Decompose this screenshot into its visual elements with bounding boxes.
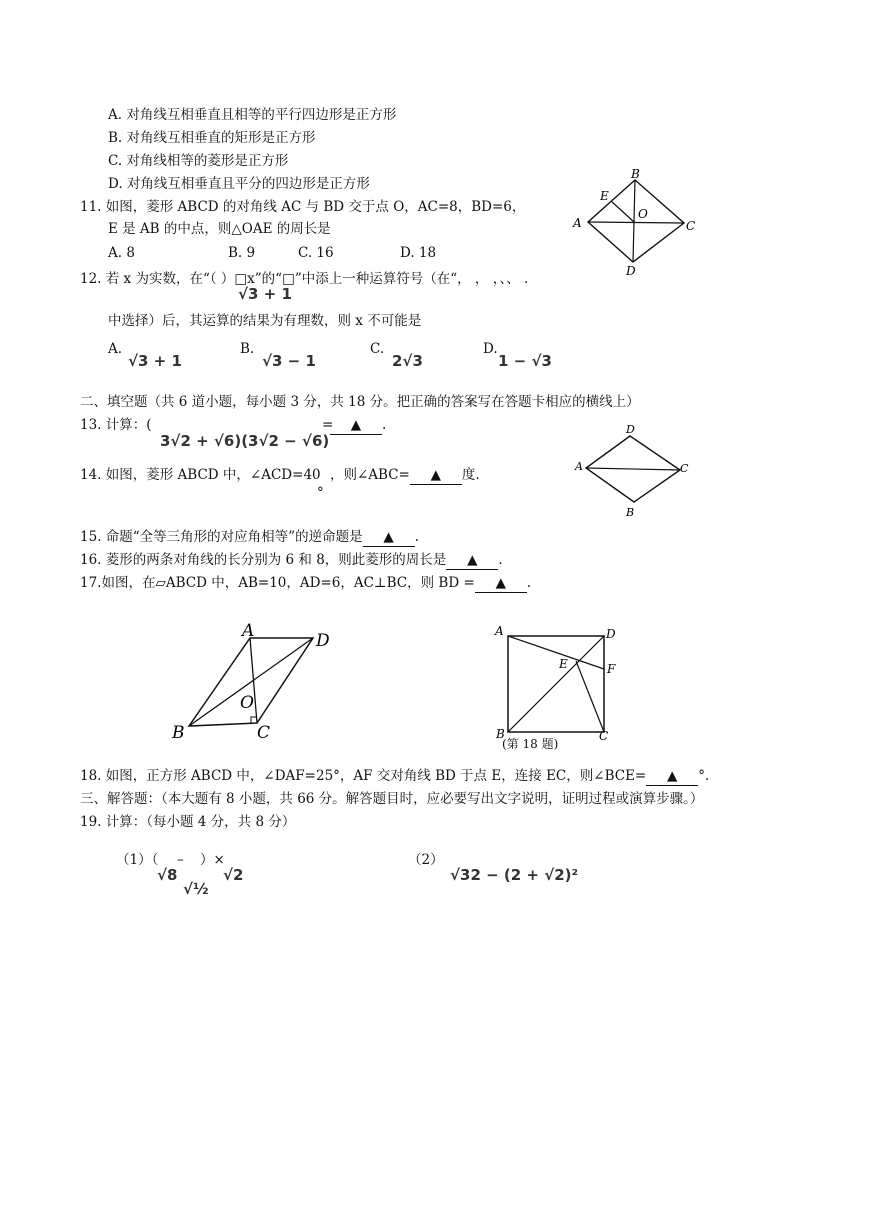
q11-option-d: D. 18 (400, 245, 437, 261)
q11-label-d: D (626, 264, 636, 278)
q12-line2: 中选择）后，其运算的结果为有理数，则 x 不可能是 (108, 313, 422, 329)
q13-expression: 3√2 + √6)(3√2 − √6) (160, 432, 330, 450)
q19-part1-sqrt2: √2 (223, 866, 244, 884)
q12-expression: √3 + 1 (238, 285, 292, 303)
q18-label-b: B (496, 727, 505, 741)
q15-answer-blank: ▲ (363, 528, 415, 547)
q12-option-c-expr: 2√3 (392, 352, 423, 370)
q11-option-b: B. 9 (228, 245, 256, 261)
q19-part1-label: （1）（ (116, 852, 159, 868)
q18-label-c: C (599, 729, 609, 743)
q11-option-a: A. 8 (108, 245, 135, 261)
q12-line1: 12. 若 x 为实数，在“（ ）□x”的“□”中添上一种运算符号（在“， ， ，、、 . (80, 271, 529, 287)
q18-end: °． (698, 768, 719, 784)
q17-answer-blank: ▲ (475, 574, 527, 593)
q17-label-a: A (242, 621, 255, 641)
q19-part2-expression: √32 − (2 + √2)² (450, 866, 579, 884)
q14-rhombus-figure (568, 420, 698, 520)
q18-figure-caption: (第 18 题) (502, 737, 559, 751)
q19-part2-label: （2） (408, 852, 444, 868)
section-3-heading: 三、解答题：（本大题有 8 小题，共 66 分。解答题目时，应必要写出文字说明，证明过程或演算步骤。） (80, 791, 704, 807)
q13-end: . (382, 417, 387, 433)
q11-label-o: O (638, 207, 648, 221)
q18-label-e: E (559, 657, 568, 671)
q11-line1: 11. 如图，菱形 ABCD 的对角线 AC 与 BD 交于点 O，AC=8，BD=6， (80, 199, 526, 215)
q14-suffix: 度. (461, 467, 480, 483)
q10-option-b: B. 对角线互相垂直的矩形是正方形 (108, 130, 316, 146)
q18-label-a: A (495, 624, 504, 638)
q17-end: . (526, 575, 532, 591)
q13-prefix: 13. 计算：( (80, 417, 152, 433)
q17-label-b: B (172, 723, 185, 743)
q17-label-o: O (240, 693, 254, 713)
q18-label-d: D (606, 627, 616, 641)
q18-square-figure (490, 622, 630, 752)
q14-mid: ，则∠ABC= (330, 467, 410, 483)
q19-part1-sqrt8: √8 (157, 866, 178, 884)
q16-end: . (498, 552, 503, 568)
q16-text: 16. 菱形的两条对角线的长分别为 6 和 8，则此菱形的周长是 (80, 552, 447, 568)
q19-part1-sqrt-half: √½ (183, 880, 209, 898)
q17-parallelogram-figure (165, 615, 345, 750)
q11-label-e: E (600, 189, 609, 203)
q13-answer-blank: ▲ (330, 416, 382, 435)
q19-title: 19. 计算：（每小题 4 分，共 8 分） (80, 814, 296, 830)
q14-label-a: A (575, 460, 583, 473)
q12-option-d-expr: 1 − √3 (498, 352, 552, 370)
q10-option-c: C. 对角线相等的菱形是正方形 (108, 153, 289, 169)
q12-option-d-label: D. (483, 341, 498, 357)
q12-option-b-expr: √3 − 1 (262, 352, 316, 370)
q14-label-b: B (626, 506, 635, 519)
q18-answer-blank: ▲ (646, 767, 698, 786)
q14-label-d: D (626, 423, 635, 436)
q14-prefix: 14. 如图，菱形 ABCD 中，∠ACD=40 (80, 467, 321, 483)
q16-answer-blank: ▲ (446, 551, 498, 570)
q19-part1-minus: – (177, 852, 184, 868)
q13-equals: = (322, 417, 334, 433)
q17-text: 17.如图，在▱ABCD 中，AB=10，AD=6，AC⊥BC，则 BD = (80, 575, 475, 591)
q14-answer-blank: ▲ (410, 466, 462, 485)
q11-label-a: A (573, 216, 582, 230)
q11-label-c: C (686, 219, 696, 233)
q12-option-c-label: C. (370, 341, 385, 357)
q14-label-c: C (680, 462, 689, 475)
q12-option-a-label: A. (108, 341, 123, 357)
q15-end: . (414, 529, 419, 545)
q18-label-f: F (607, 662, 616, 676)
q14-degree: ° (317, 485, 324, 501)
q15-text: 15. 命题“全等三角形的对应角相等”的逆命题是 (80, 529, 363, 545)
q10-option-a: A. 对角线互相垂直且相等的平行四边形是正方形 (108, 107, 397, 123)
q17-label-c: C (257, 723, 271, 743)
q12-option-b-label: B. (240, 341, 255, 357)
q18-text: 18. 如图，正方形 ABCD 中，∠DAF=25°，AF 交对角线 BD 于点 E，连接 EC，则∠BCE= (80, 768, 647, 784)
q11-label-b: B (631, 167, 640, 181)
q12-option-a-expr: √3 + 1 (128, 352, 182, 370)
q17-label-d: D (316, 631, 330, 651)
q11-rhombus-figure (568, 166, 698, 278)
q11-line2: E 是 AB 的中点，则△OAE 的周长是 (108, 221, 331, 237)
q10-option-d: D. 对角线互相垂直且平分的四边形是正方形 (108, 176, 370, 192)
q11-option-c: C. 16 (298, 245, 334, 261)
section-2-heading: 二、填空题（共 6 道小题，每小题 3 分，共 18 分。把正确的答案写在答题卡相应的横线上） (80, 394, 640, 410)
q19-part1-close: ）× (200, 852, 225, 868)
